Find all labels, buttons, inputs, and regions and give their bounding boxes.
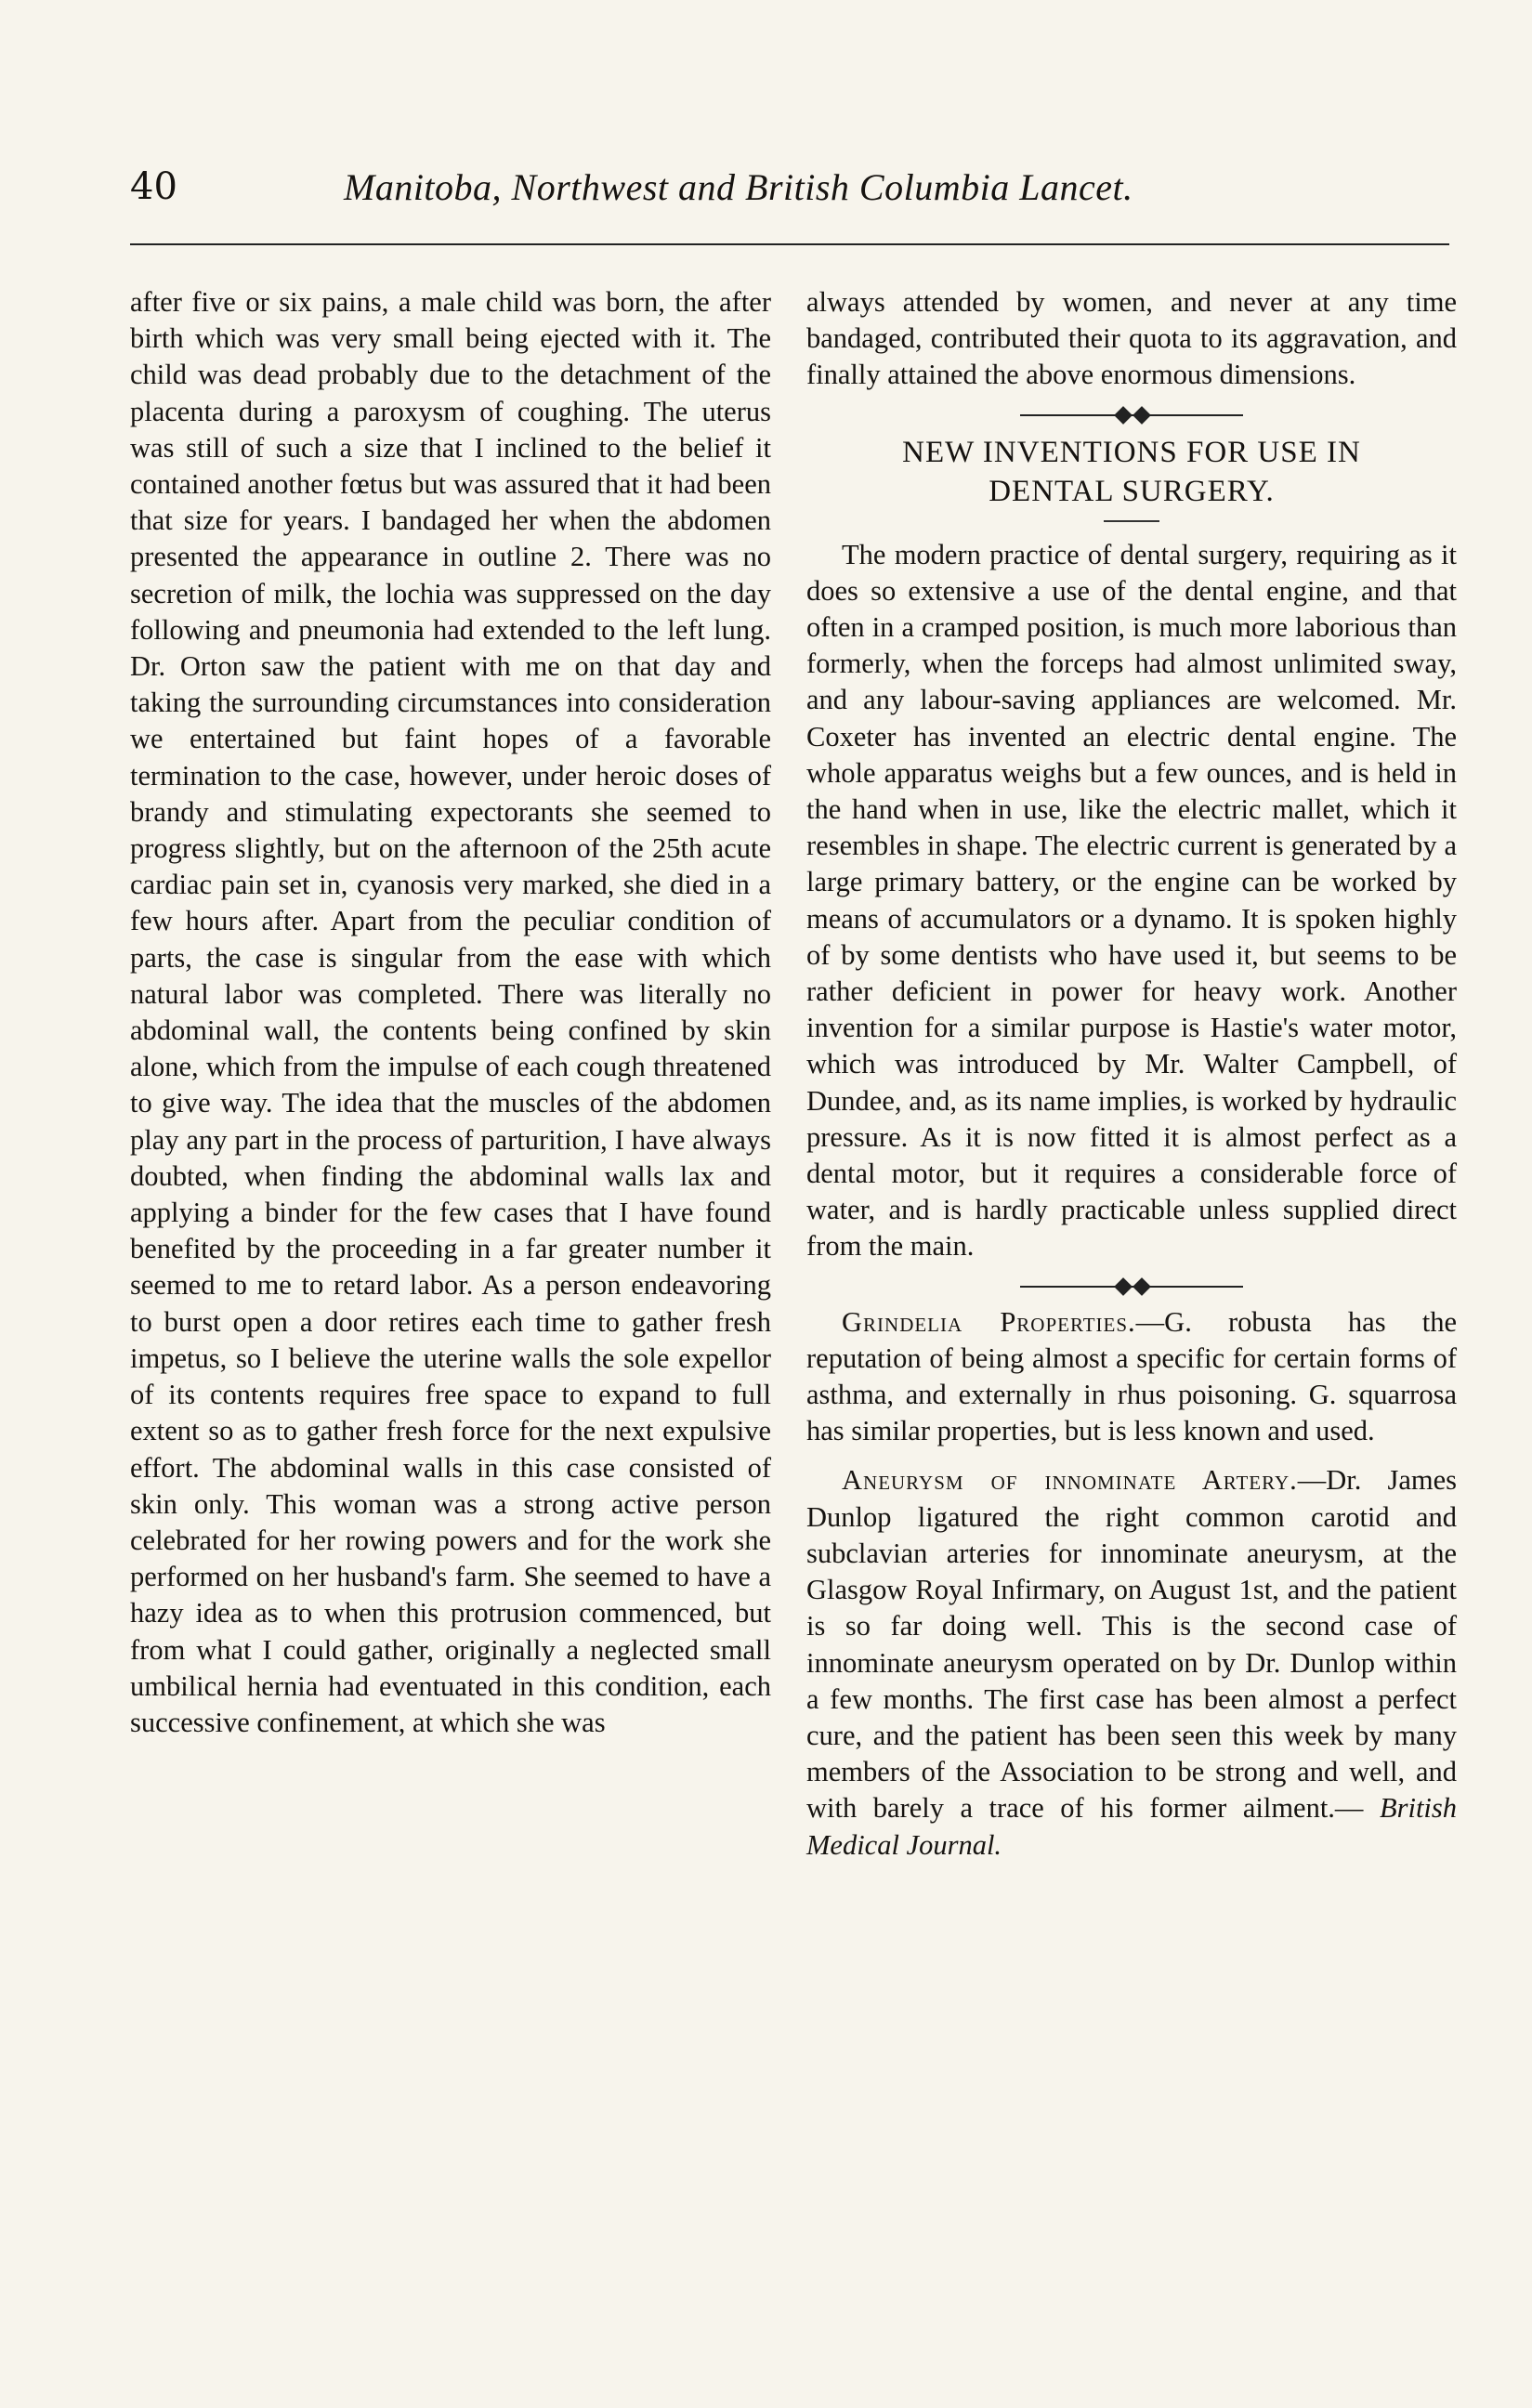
page-number: 40 (130, 165, 177, 208)
page-header (130, 165, 1449, 221)
dental-surgery-paragraph: The modern practice of dental surgery, requiring as it does so extensive a use of the dental engine, and that often in a cramped position, is much more laborious than formerly, when the forceps had almost unlimited sway, and any labour-saving appliances are welcomed. Mr. Coxeter has invented an electric dental engine. The whole apparatus weighs but a few ounces, and is held in the hand when in use, like the electric mallet, which it resembles in shape. The electric current is generated by a large primary battery, or the engine can be worked by means of accumulators or a dynamo. It is spoken highly of by some dentists who have used it, but seems to be rather deficient in power for heavy work. Another invention for a similar purpose is Hastie's water motor, which was introduced by Mr. Walter Campbell, of Dundee, and, as its name implies, is worked by hydraulic pressure. As it is now fitted it is almost perfect as a dental motor, but it requires a considerable force of water, and is hardly practicable unless supplied direct from the main. (806, 538, 1457, 1263)
header-rule (130, 243, 1449, 245)
aneurysm-paragraph (806, 1462, 1457, 1863)
right-column (806, 284, 1457, 1864)
aneurysm-heading: Aneurysm of innominate Artery. (842, 1464, 1298, 1497)
grindelia-heading: Grindelia Properties. (842, 1305, 1136, 1338)
case-report-continuation: always attended by women, and never at any time bandaged, contributed their quota to its aggravation, and finally attained the above enormous dimensions. (806, 286, 1457, 391)
grindelia-text: —G. robusta has the reputation of being almost a specific for certain forms of asthma, and externally in rhus poisoning. G. squarrosa has similar properties, but is less known and used. (806, 1305, 1457, 1447)
section-title (806, 433, 1457, 511)
aneurysm-text: —Dr. James Dunlop ligatured the right common carotid and subclavian arteries for innominate aneurysm, at the Glasgow Royal Infirmary, on August 1st, and the patient is so far doing well. This is the second case of innominate aneurysm operated on by Dr. Dunlop within a few months. The first case has been almost a perfect cure, and the patient has been seen this week by many members of the Association to be strong and well, and with barely a trace of his former ailment.— (806, 1464, 1458, 1825)
section-title-line-1: NEW INVENTIONS FOR USE IN (902, 435, 1361, 469)
left-column (130, 284, 771, 1741)
case-report-paragraph: after five or six pains, a male child was born, the after birth which was very small being ejected with it. The child was dead probably due to the detachment of the placenta during a paroxysm of coughing. The uterus was still of such a size that I inclined to the belief it contained another fœtus but was assured that it had been that size for years. I bandaged her when the abdomen presented the appearance in outline 2. There was no secretion of milk, the lochia was suppressed on the day following and pneumonia had extended to the left lung. Dr. Orton saw the patient with me on that day and taking the surrounding circumstances into consideration we entertained but faint hopes of a favorable termination to the case, however, under heroic doses of brandy and stimulating expectorants she seemed to progress slightly, but on the afternoon of the 25th acute cardiac pain set in, cyanosis very marked, she died in a few hours after. Apart from the peculiar condition of parts, the case is singular from the ease with which natural labor was completed. There was literally no abdominal wall, the contents being confined by skin alone, which from the impulse of each cough threatened to give way. The idea that the muscles of the abdomen play any part in the process of parturition, I have always doubted, when finding the abdominal walls lax and applying a binder for the few cases that I have found benefited by the proceeding in a far greater number it seemed to me to retard labor. As a person endeavoring to burst open a door retires each time to gather fresh impetus, so I believe the uterine walls the sole expellor of its contents requires free space to expand to full extent so as to gather fresh force for the next expulsive effort. The abdominal walls in this case consisted of skin only. This woman was a strong active person celebrated for her rowing powers and for the work she performed on her husband's farm. She seemed to have a hazy idea as to when this protrusion commenced, but from what I could gather, originally a neglected small umbilical hernia had eventuated in this condition, each successive confinement, at which she was (130, 286, 771, 1738)
aneurysm-source: British Medical Journal. (806, 1792, 1458, 1861)
short-divider (1104, 520, 1159, 522)
running-title: Manitoba, Northwest and British Columbia Lancet. (344, 166, 1133, 208)
grindelia-paragraph (806, 1304, 1457, 1450)
section-title-line-2: DENTAL SURGERY. (989, 474, 1275, 508)
ornament-divider (1020, 405, 1243, 425)
ornament-divider-2 (1020, 1276, 1243, 1297)
